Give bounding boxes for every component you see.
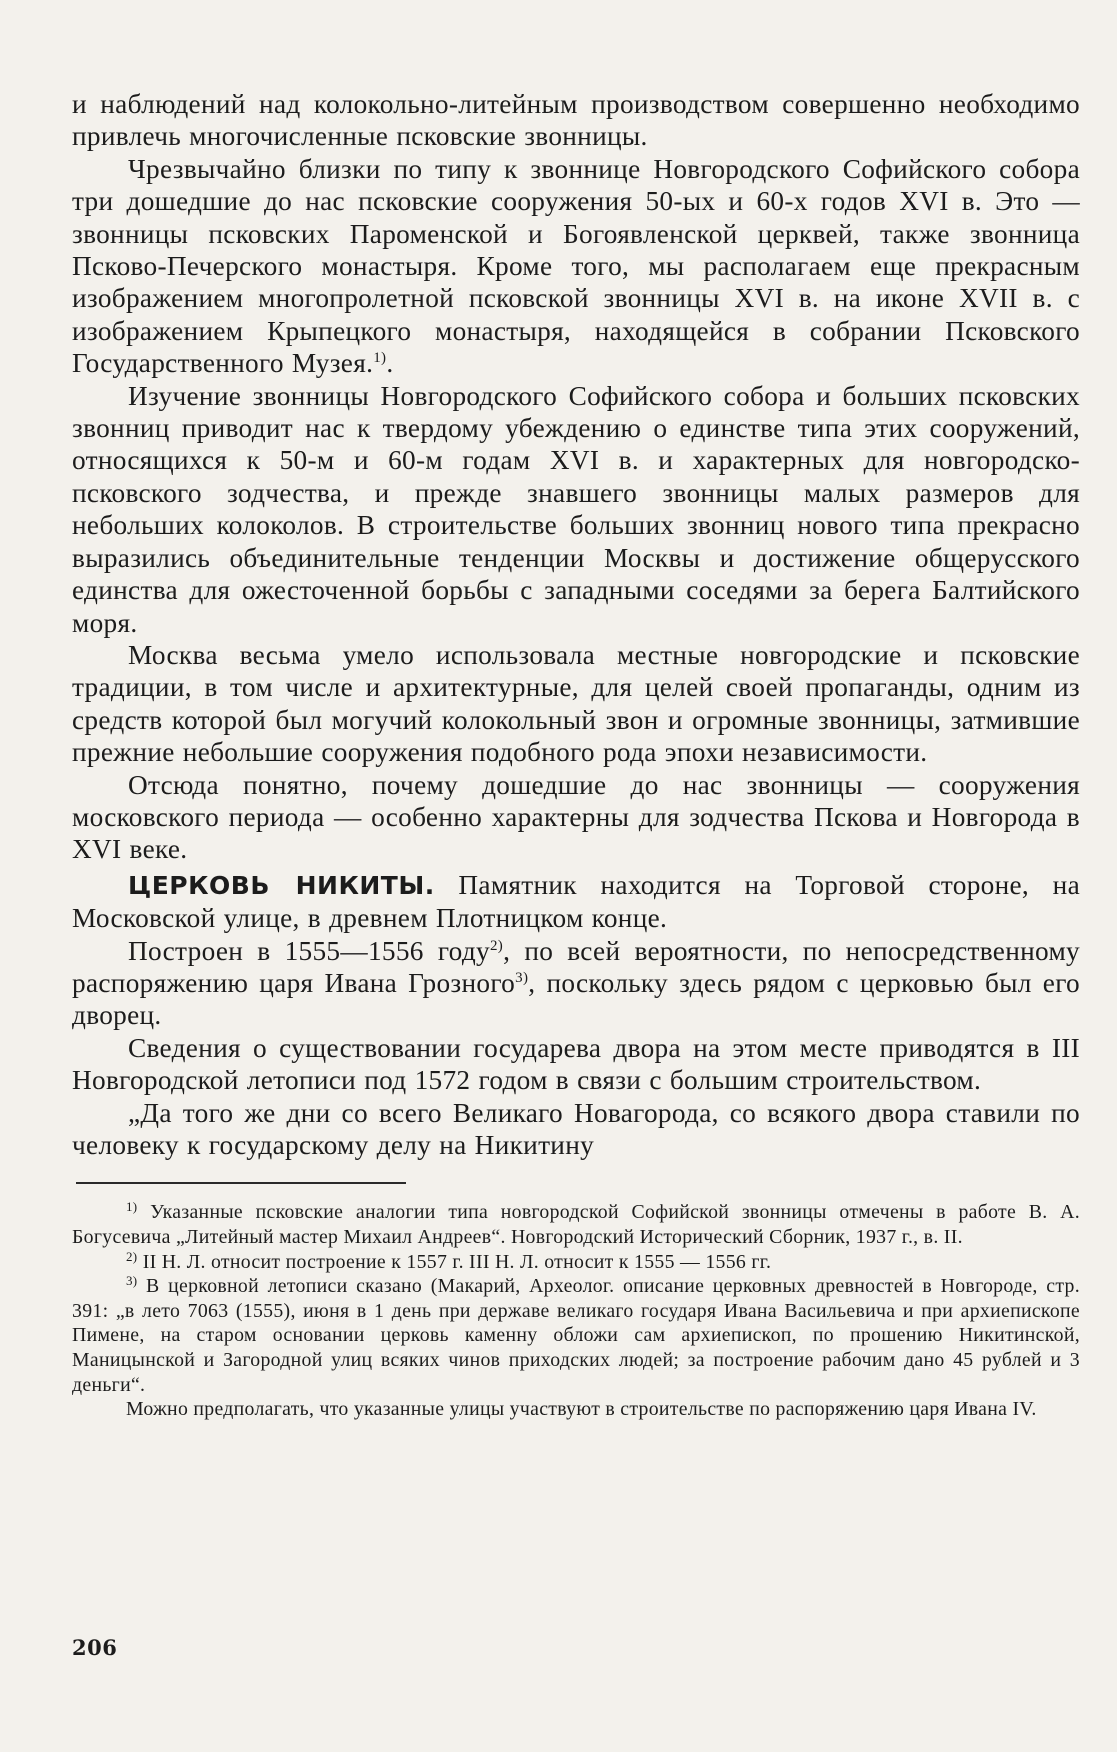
footnote: Можно предполагать, что указанные улицы участвуют в строительстве по распоряжению царя Ивана IV.: [126, 1398, 1037, 1421]
paragraph-text: Чрезвычайно близки по типу к звоннице Новгородского Софийского собора три дошедшие до нас псковские сооружения 50-ых и 60-х годов XVI в. Это — звонницы псковских Пароменской и Богоявленской церквей, также звонница Псково-Печерского монастыря. Кроме того, мы располагаем еще прекрасным изображением многопролетной псковской звонницы XVI в. на иконе XVII в. с изображением Крыпецкого монастыря, находящейся в собрании Псковского Государственного Музея.: [72, 153, 1080, 379]
footnote-mark: 1): [126, 1199, 138, 1215]
paragraph: Чрезвычайно близки по типу к звоннице Новгородского Софийского собора три дошедшие до нас псковские сооружения 50-ых и 60-х годов XVI в. Это — звонницы псковских Пароменской и Богоявленской церквей, также звонница Псково-Печерского монастыря. Кроме того, мы располагаем еще прекрасным изображением многопролетной псковской звонницы XVI в. на иконе XVII в. с изображением Крыпецкого монастыря, находящейся в собрании Псковского Государственного Музея.$^{1)}$.: [72, 153, 1080, 379]
section-heading: ЦЕРКОВЬ НИКИТЫ.: [128, 870, 435, 900]
section-paragraph: [72, 869, 1080, 935]
paragraph: „Да того же дни со всего Великаго Новагорода, со всякого двора ставили по человеку к государскому делу на Никитину: [72, 1097, 1080, 1160]
footnote-ref: 2): [489, 937, 504, 954]
footnote-divider: [76, 1182, 406, 1184]
main-text: [72, 88, 1080, 1161]
paragraph: Сведения о существовании государева двора на этом месте приводятся в III Новгородской летописи под 1572 годом в связи с большим строительством.: [72, 1032, 1080, 1096]
paragraph-continuation: и наблюдений над колокольно-литейным производством совершенно необходимо привлечь многочисленные псковские звонницы.: [72, 89, 1080, 152]
footnote-text: Указанные псковские аналогии типа новгородской Софийской звонницы отмечены в работе В. А. Богусевича „Литейный мастер Михаил Андреев“. Новгородский Исторический Сборник, 1937 г., в. II.: [72, 1201, 1080, 1248]
footnote-text: II Н. Л. относит построение к 1557 г. III Н. Л. относит к 1555 — 1556 гг.: [142, 1250, 772, 1273]
footnote-text: В церковной летописи сказано (Макарий, Археолог. описание церковных древностей в Новгороде, стр. 391: „в лето 7063 (1555), июня в 1 день при державе великаго государя Ивана Васильевича и при архиепископе Пимене, на старом основании церковь каменну обложи сам архиепископ, по прошению Никитинской, Маницынской и Загородной улиц всяких чинов приходских людей; за построение рабочим дано 45 рублей и 3 деньги“.: [72, 1275, 1080, 1396]
paragraph-text: , по всей вероятности, по непосредственному распоряжению царя Ивана Грозного: [72, 935, 1080, 998]
footnote: [72, 1200, 1080, 1249]
book-page: [72, 88, 1080, 1422]
paragraph: Изучение звонницы Новгородского Софийского собора и больших псковских звонниц приводит нас к твердому убеждению о единстве типа этих сооружений, относящихся к 50-м и 60-м годам XVI в. и характерных для новгородско-псковского зодчества, и прежде знавшего звонницы малых размеров для небольших колоколов. В строительстве больших звонниц нового типа прекрасно выразились объединительные тенденции Москвы и достижение общерусского единства для ожесточенной борьбы с западными соседями за берега Балтийского моря.: [72, 380, 1080, 638]
paragraph-text: Построен в 1555—1556 году: [128, 935, 490, 966]
footnotes: [72, 1200, 1080, 1421]
footnote-ref: 1): [373, 350, 387, 367]
footnote-mark: 2): [126, 1248, 138, 1264]
paragraph: Отсюда понятно, почему дошедшие до нас звонницы — сооружения московского периода — особенно характерны для зодчества Пскова и Новгорода в XVI веке.: [72, 769, 1080, 865]
footnote: [72, 1274, 1080, 1397]
paragraph-text: , поскольку здесь рядом с церковью был его дворец.: [72, 967, 1080, 1031]
page-number: 206: [72, 1635, 118, 1660]
footnote-mark: 3): [126, 1273, 138, 1289]
paragraph-text: Памятник находится на Торговой стороне, на Московской улице, в древнем Плотницком конце.: [72, 869, 1081, 934]
paragraph: Москва весьма умело использовала местные новгородские и псковские традиции, в том числе и архитектурные, для целей своей пропаганды, одним из средств которой был могучий колокольный звон и огромные звонницы, затмившие прежние небольшие сооружения подобного рода эпохи независимости.: [72, 639, 1080, 768]
footnote: [72, 1250, 1080, 1275]
footnote-ref: 3): [515, 969, 529, 986]
paragraph: [72, 935, 1080, 1032]
